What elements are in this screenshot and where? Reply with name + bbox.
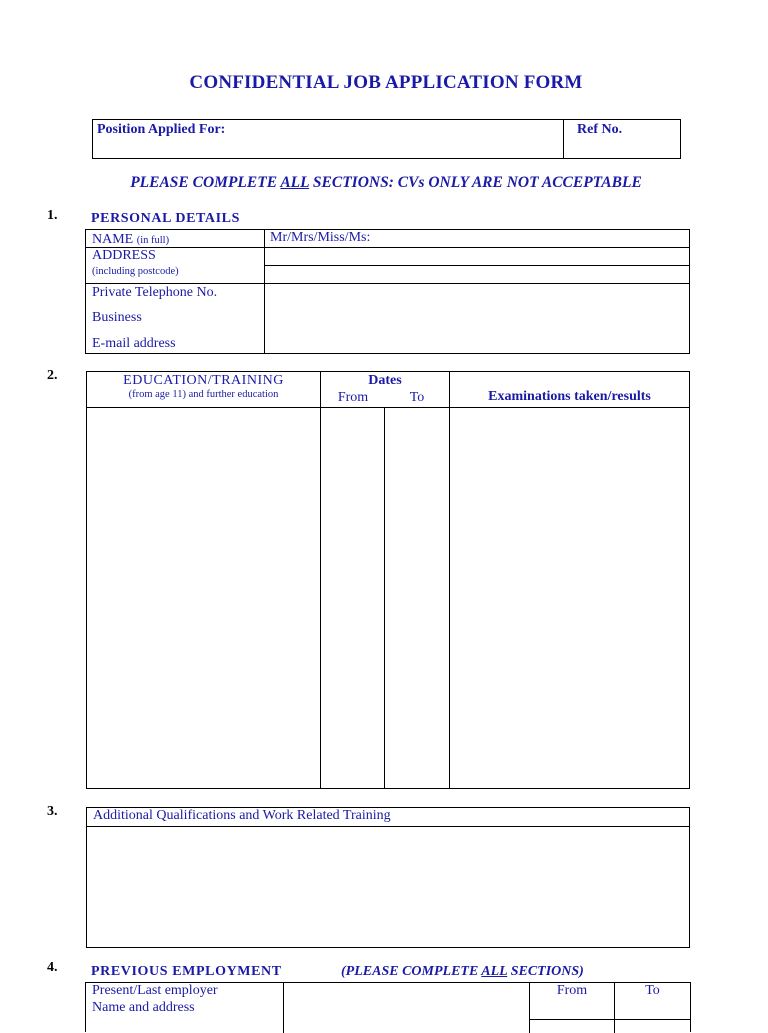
complete-all-notice: PLEASE COMPLETE ALL SECTIONS: CVs ONLY ARE NOT ACCEPTABLE	[130, 174, 642, 191]
education-subheading: (from age 11) and further education	[128, 389, 279, 400]
examinations-results-field[interactable]	[450, 408, 689, 788]
education-from-field[interactable]	[321, 408, 384, 788]
position-applied-field[interactable]	[93, 120, 563, 158]
education-heading: EDUCATION/TRAINING	[123, 373, 284, 388]
qualifications-table	[86, 807, 690, 948]
contact-details-field[interactable]	[265, 284, 689, 353]
exams-heading: Examinations taken/results	[488, 389, 651, 404]
previous-employment-note: (PLEASE COMPLETE ALL SECTIONS)	[341, 964, 584, 979]
employer-label-line-1: Present/Last employer	[92, 983, 218, 998]
notice-all-underlined: ALL	[280, 174, 310, 191]
education-institutions-field[interactable]	[87, 408, 320, 788]
address-line-2-field[interactable]	[265, 266, 689, 283]
employer-label-line-2: Name and address	[92, 1000, 195, 1015]
dates-to-heading: To	[409, 390, 425, 405]
address-label: ADDRESS	[92, 248, 156, 263]
dates-from-heading: From	[337, 390, 369, 405]
name-field[interactable]	[265, 230, 689, 247]
title-options: Mr/Mrs/Miss/Ms:	[270, 230, 371, 245]
ref-no-label: Ref No.	[577, 122, 623, 137]
position-applied-label: Position Applied For:	[97, 122, 226, 137]
employment-to-heading: To	[645, 983, 660, 998]
address-sublabel: (including postcode)	[92, 266, 179, 277]
ref-no-field[interactable]	[564, 120, 680, 158]
personal-details-table	[85, 229, 690, 354]
personal-details-heading: PERSONAL DETAILS	[91, 211, 240, 226]
address-line-1-field[interactable]	[265, 248, 689, 265]
qualifications-field[interactable]	[87, 827, 689, 947]
employment-table	[85, 982, 691, 1032]
private-telephone-label: Private Telephone No.	[92, 285, 218, 300]
employment-to-field[interactable]	[615, 1020, 690, 1033]
business-telephone-label: Business	[92, 310, 142, 325]
section-3-number: 3.	[47, 804, 58, 819]
name-label: NAME (in full)	[92, 232, 170, 247]
position-ref-box	[92, 119, 681, 159]
previous-employment-heading: PREVIOUS EMPLOYMENT	[91, 964, 282, 979]
education-to-field[interactable]	[385, 408, 449, 788]
section-2-number: 2.	[47, 368, 58, 383]
section-1-number: 1.	[47, 208, 58, 223]
dates-heading: Dates	[368, 373, 402, 388]
education-table	[86, 371, 690, 789]
form-title: CONFIDENTIAL JOB APPLICATION FORM	[189, 72, 583, 93]
employment-from-field[interactable]	[530, 1020, 614, 1033]
email-label: E-mail address	[92, 336, 176, 351]
employer-name-address-field[interactable]	[284, 983, 529, 1033]
section-4-number: 4.	[47, 960, 58, 975]
employment-from-heading: From	[556, 983, 588, 998]
qualifications-label: Additional Qualifications and Work Related Training	[93, 808, 391, 823]
